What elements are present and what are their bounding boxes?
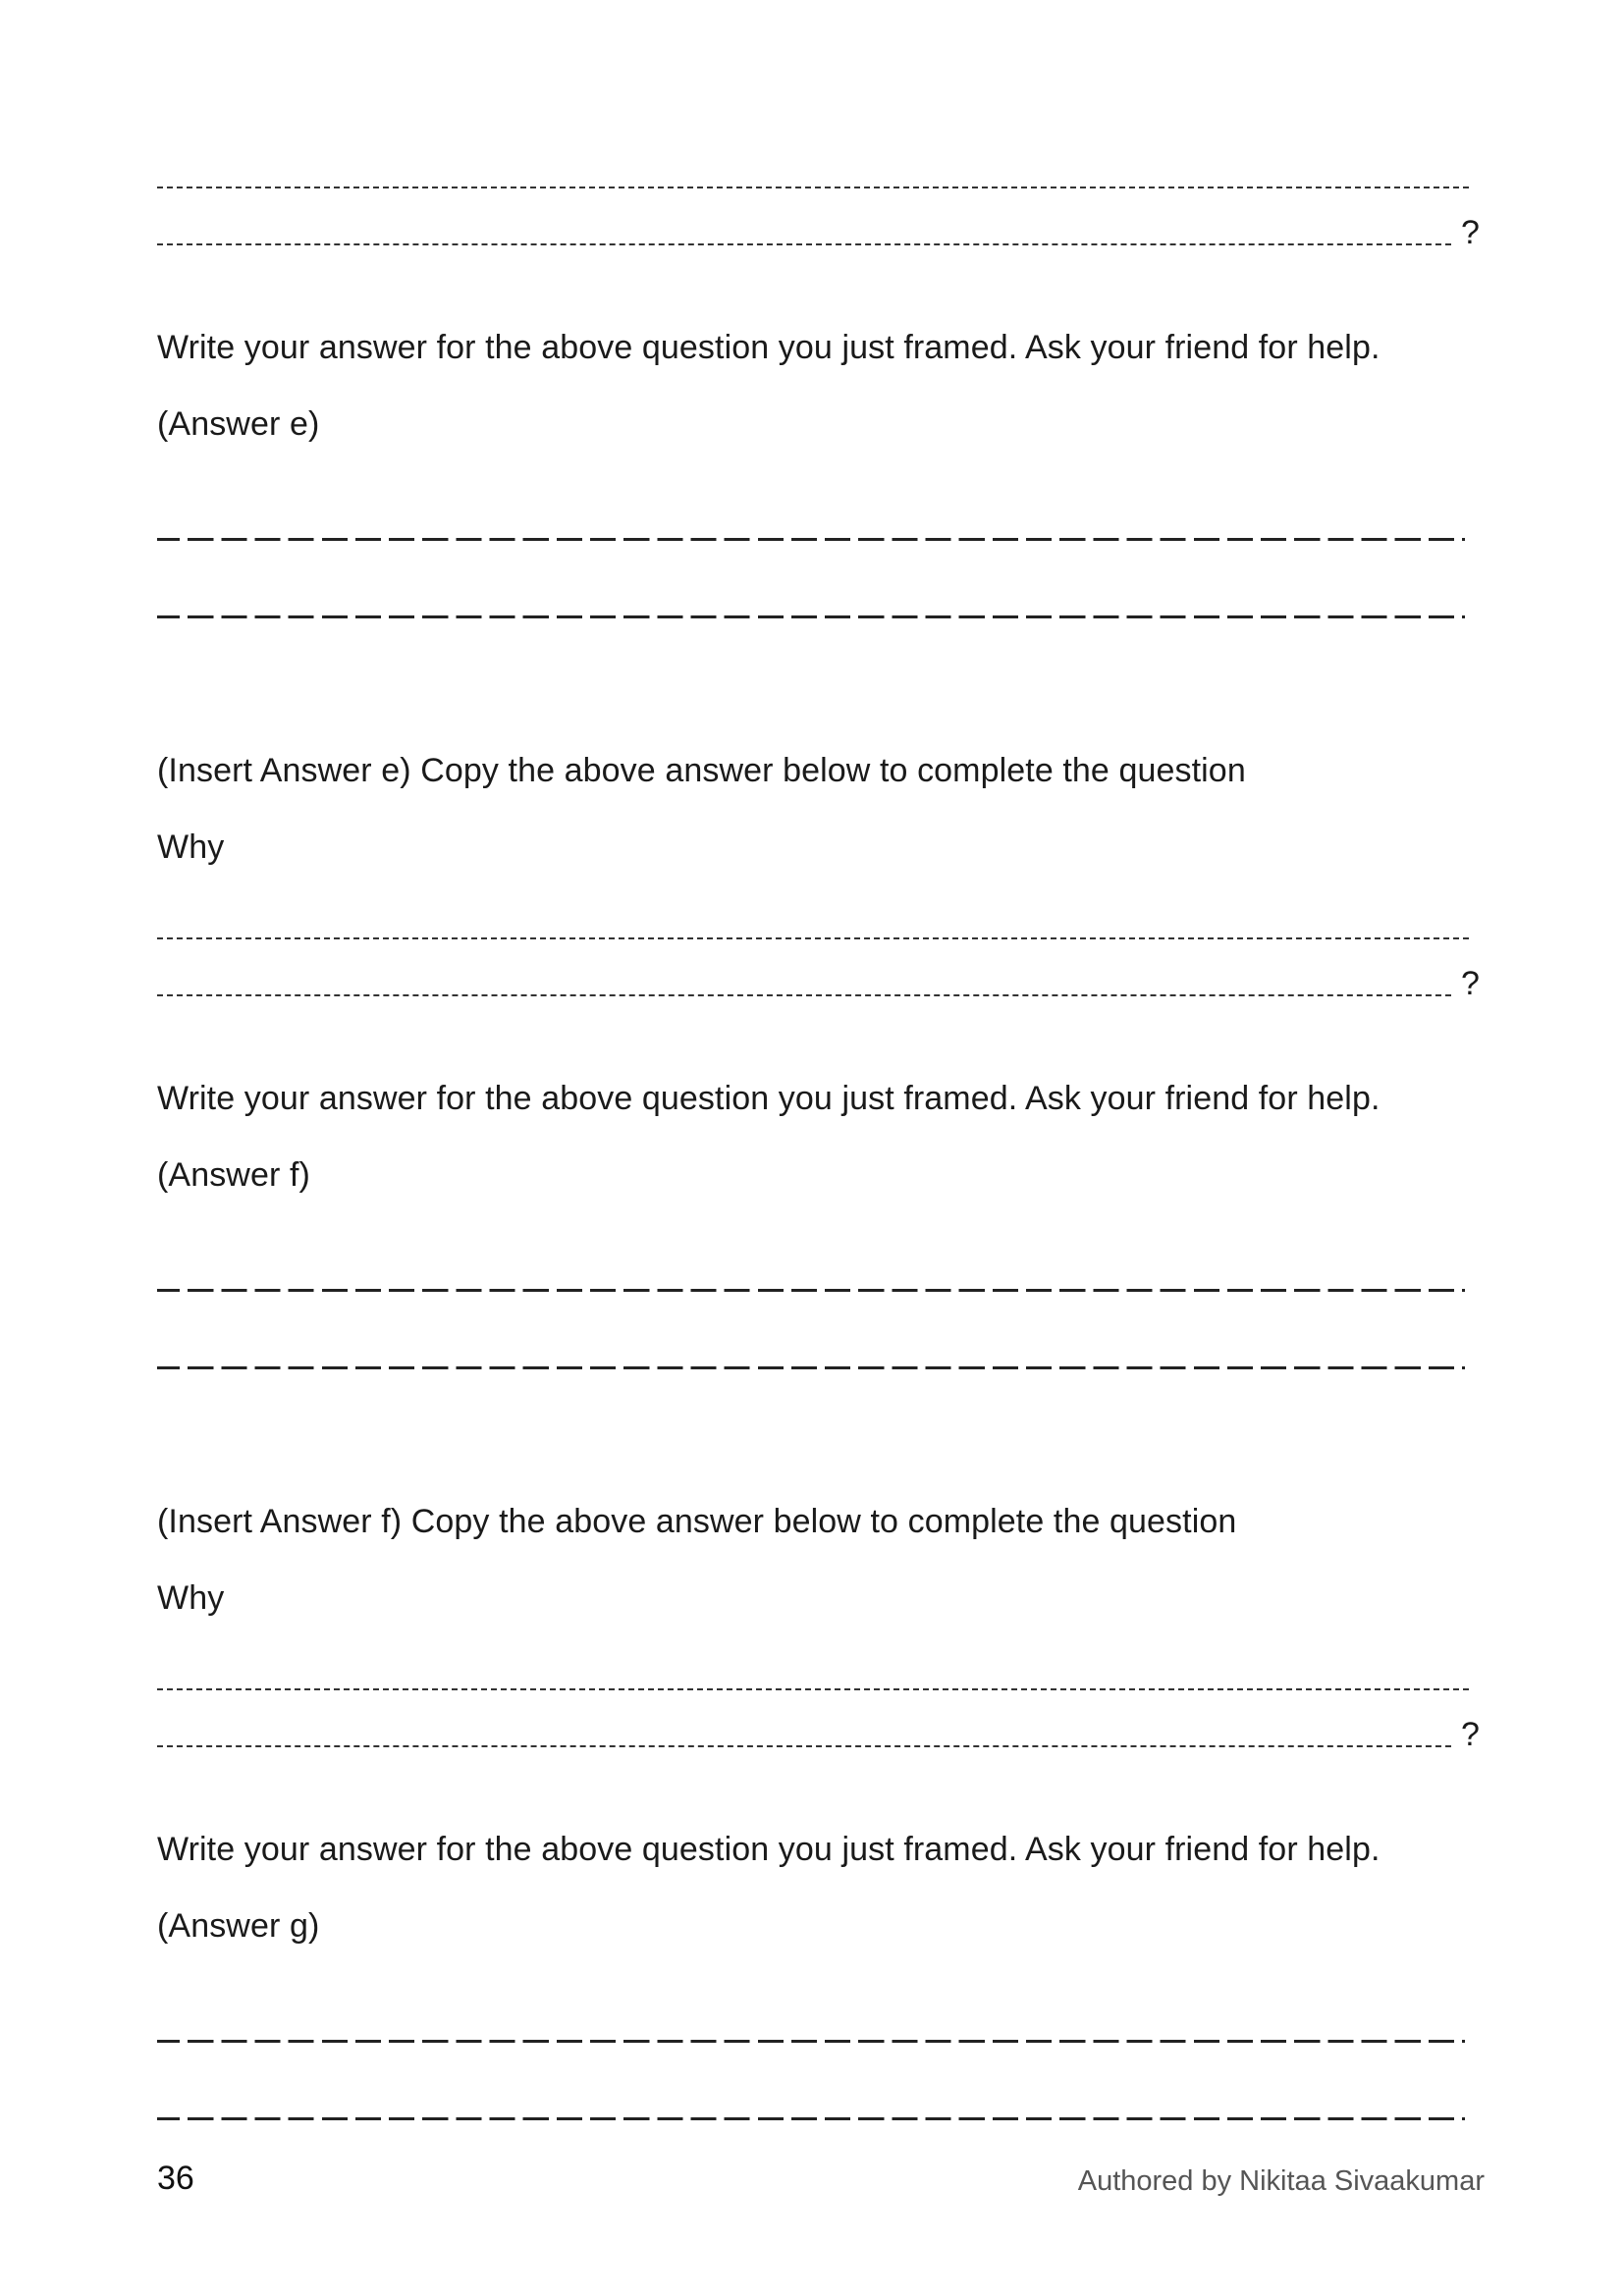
question-mark: ? — [1461, 214, 1480, 251]
answer-label: (Answer g) — [157, 1907, 320, 1945]
write-answer-prompt: Write your answer for the above question you just framed. Ask your friend for help. — [157, 1080, 1380, 1117]
question-line-1b[interactable] — [157, 243, 1451, 245]
answer-line-e2[interactable] — [157, 615, 1465, 618]
answer-line-g2[interactable] — [157, 2117, 1465, 2120]
write-answer-prompt: Write your answer for the above question you just framed. Ask your friend for help. — [157, 329, 1380, 366]
question-line-2b[interactable] — [157, 994, 1451, 996]
question-mark: ? — [1461, 1716, 1480, 1753]
insert-answer-prompt: (Insert Answer f) Copy the above answer below to complete the question — [157, 1503, 1237, 1540]
page-number: 36 — [157, 2160, 194, 2197]
question-line-3b[interactable] — [157, 1745, 1451, 1747]
why-label: Why — [157, 1579, 225, 1617]
write-answer-prompt: Write your answer for the above question you just framed. Ask your friend for help. — [157, 1831, 1380, 1868]
answer-label: (Answer f) — [157, 1156, 310, 1194]
why-label: Why — [157, 828, 225, 866]
answer-line-f1[interactable] — [157, 1289, 1465, 1292]
author-credit: Authored by Nikitaa Sivaakumar — [1077, 2165, 1485, 2197]
question-line-2a[interactable] — [157, 937, 1469, 939]
answer-label: (Answer e) — [157, 405, 320, 443]
answer-line-e1[interactable] — [157, 538, 1465, 541]
answer-line-f2[interactable] — [157, 1366, 1465, 1369]
question-mark: ? — [1461, 965, 1480, 1002]
question-line-3a[interactable] — [157, 1688, 1469, 1690]
answer-line-g1[interactable] — [157, 2040, 1465, 2043]
insert-answer-prompt: (Insert Answer e) Copy the above answer below to complete the question — [157, 752, 1246, 789]
question-line-1a[interactable] — [157, 187, 1469, 188]
